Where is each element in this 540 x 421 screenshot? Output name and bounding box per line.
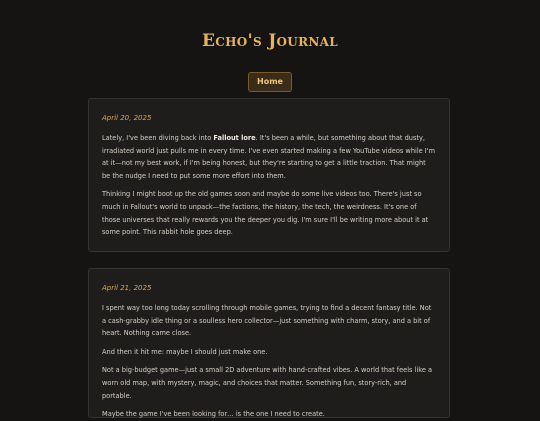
entry-text: Lately, I've been diving back into <box>102 134 214 142</box>
entry-paragraph: I spent way too long today scrolling through mobile games, trying to find a decent fantasy title. Not a cash-grabby idle thing or a soulless hero collector—just something with charm, story, and a bit of heart. Nothing came close. <box>102 304 432 338</box>
entry-paragraph: Not a big-budget game—just a small 2D adventure with hand-crafted vibes. A world that feels like a worn old map, with mystery, magic, and choices that matter. Something fun, story-rich, and portable. <box>102 366 433 400</box>
nav-home-link[interactable]: Home <box>248 72 292 92</box>
entry-paragraph <box>102 132 436 182</box>
journal-entry <box>88 268 450 418</box>
entry-text: . It's been a while, but something about that dusty, irradiated world just pulls me in every time. I've even started making a few YouTube videos while I'm at it—not my best work, if I'm being honest, but they're starting to get a little traction. That might be the nudge I need to put some more effort into them. <box>102 134 435 180</box>
entry-paragraph: Thinking I might boot up the old games soon and maybe do some live videos too. There's just so much in Fallout's world to unpack—the factions, the history, the tech, the weirdness. It's one of those universes that really rewards you the deeper you dig. I'm sure I'll be writing more about it at some point. This rabbit hole goes deep. <box>102 190 429 237</box>
entry-paragraph: Maybe the game I've been looking for… is the one I need to create. <box>102 410 325 419</box>
main-nav <box>0 69 540 92</box>
entry-paragraph: And then it hit me: maybe I should just make one. <box>102 347 268 356</box>
entry-bold-text: Fallout lore <box>213 134 256 142</box>
site-title: Echo's Journal <box>202 31 338 51</box>
entry-date: April 21, 2025 <box>102 284 152 292</box>
entry-date: April 20, 2025 <box>102 114 152 122</box>
journal-entry <box>88 98 450 252</box>
